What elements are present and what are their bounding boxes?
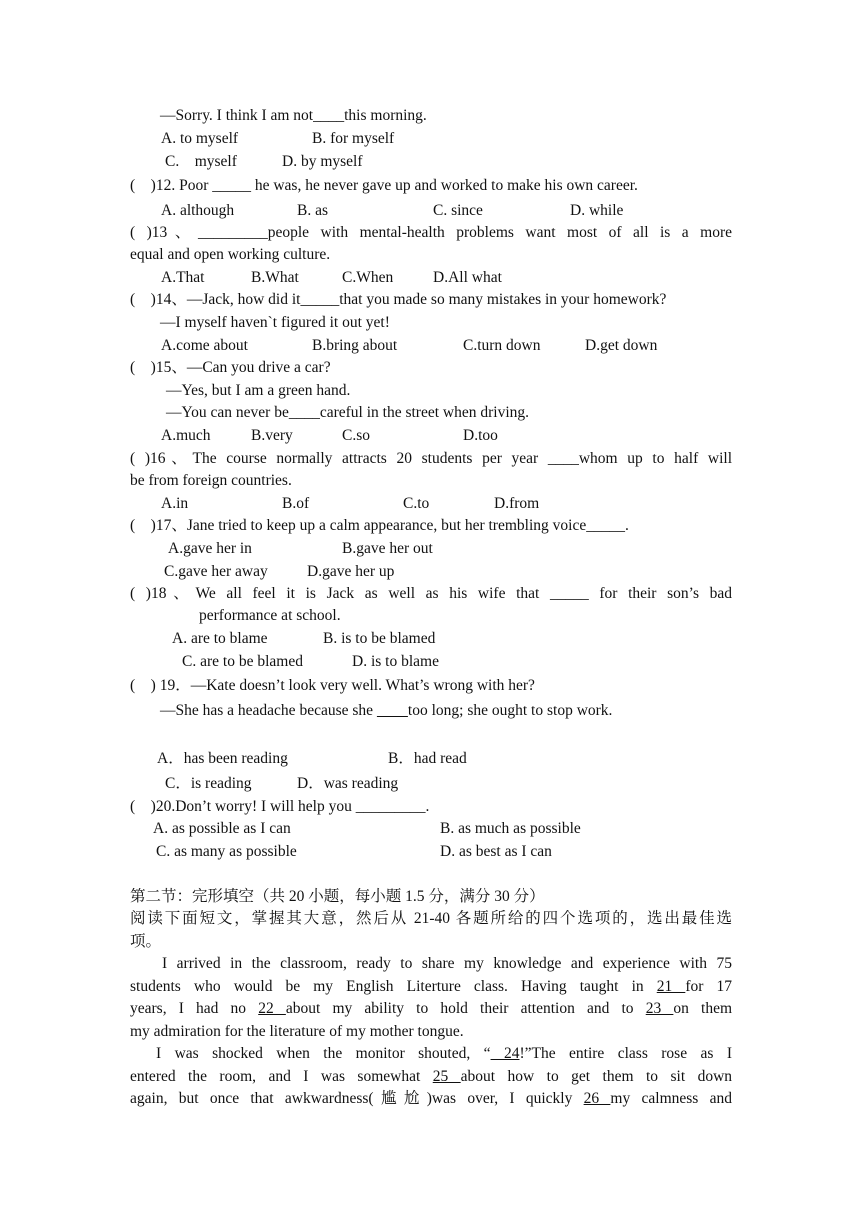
q18-stem-line1: ( )18、We all feel it is Jack as well as his wife that _____ for their son’s bad bbox=[130, 585, 732, 602]
q12-stem: ( )12. Poor _____ he was, he never gave up and worked to make his own career. bbox=[130, 177, 638, 194]
passage-p2-line2-post: about how to get them to sit down bbox=[460, 1068, 733, 1085]
passage-p1-line1: I arrived in the classroom, ready to share my knowledge and experience with 75 bbox=[162, 955, 732, 972]
q19-reply-pre: —She has a headache because she bbox=[160, 702, 377, 719]
passage-p1-line2 bbox=[130, 976, 732, 999]
q16-option-b: B.of bbox=[282, 495, 310, 512]
passage-p1-line3-pre: years, I had no bbox=[130, 1000, 259, 1017]
passage-p2-line2 bbox=[130, 1066, 732, 1089]
blank-26: 26 bbox=[583, 1090, 611, 1107]
q18-option-a: A. are to blame bbox=[172, 630, 268, 647]
q15-line3: —You can never be____careful in the street when driving. bbox=[166, 404, 530, 421]
q11-option-b: B. for myself bbox=[312, 130, 395, 147]
passage-p2-line3-post: my calmness and bbox=[610, 1090, 732, 1107]
blank-25: 25 bbox=[432, 1068, 461, 1085]
q11-option-d: D. by myself bbox=[282, 153, 363, 170]
q11-option-c: C. myself bbox=[165, 153, 237, 170]
q16-stem-line2: be from foreign countries. bbox=[130, 472, 292, 489]
q18-option-b: B. is to be blamed bbox=[323, 630, 436, 647]
q14-reply: —I myself haven`t figured it out yet! bbox=[160, 314, 390, 331]
q13-stem-line1: ( )13、_________people with mental-health problems want most of all is a more bbox=[130, 224, 732, 241]
q16-option-c: C.to bbox=[403, 495, 430, 512]
passage-p1-line2-pre: students who would be my English Literture class. Having taught in bbox=[130, 978, 657, 995]
q13-option-a: A.That bbox=[161, 269, 205, 286]
q15-option-b: B.very bbox=[251, 427, 293, 444]
q14-option-d: D.get down bbox=[585, 337, 658, 354]
q12-option-c: C. since bbox=[433, 202, 483, 219]
q20-option-c: C. as many as possible bbox=[156, 843, 297, 860]
q15-option-d: D.too bbox=[463, 427, 498, 444]
q19-stem: ( ) 19．—Kate doesn’t look very well. What’s wrong with her? bbox=[130, 677, 535, 694]
q13-option-d: D.All what bbox=[433, 269, 502, 286]
q14-stem: ( )14、—Jack, how did it_____that you made so many mistakes in your homework? bbox=[130, 291, 667, 308]
q13-stem-line2: equal and open working culture. bbox=[130, 246, 331, 263]
passage-p2-line3-pre: again, but once that awkwardness(尴尬)was over, I quickly bbox=[130, 1090, 584, 1107]
q19-reply-post: too long; she ought to stop work. bbox=[407, 702, 613, 719]
q14-option-c: C.turn down bbox=[463, 337, 541, 354]
q16-stem-line1: ( )16、The course normally attracts 20 students per year ____whom up to half will bbox=[130, 450, 732, 467]
q20-option-b: B. as much as possible bbox=[440, 820, 581, 837]
q19-answer-blank bbox=[377, 702, 408, 719]
q15-option-c: C.so bbox=[342, 427, 370, 444]
q17-option-a: A.gave her in bbox=[168, 540, 252, 557]
q18-stem-line2: performance at school. bbox=[199, 607, 341, 624]
passage-p1-line4: my admiration for the literature of my mother tongue. bbox=[130, 1023, 464, 1040]
passage-p1-line3 bbox=[130, 998, 732, 1021]
section2-heading: 第二节：完形填空（共 20 小题，每小题 1.5 分，满分 30 分） bbox=[130, 888, 545, 905]
section2-instructions-line1: 阅读下面短文，掌握其大意，然后从 21-40 各题所给的四个选项的，选出最佳选 bbox=[130, 910, 732, 927]
q17-option-b: B.gave her out bbox=[342, 540, 433, 557]
q17-option-d: D.gave her up bbox=[307, 563, 395, 580]
q15-line2: —Yes, but I am a green hand. bbox=[166, 382, 351, 399]
passage-p2-line2-pre: entered the room, and I was somewhat bbox=[130, 1068, 433, 1085]
q16-option-d: D.from bbox=[494, 495, 540, 512]
q17-stem: ( )17、Jane tried to keep up a calm appearance, but her trembling voice_____. bbox=[130, 517, 629, 534]
passage-p2-line1-post: !”The entire class rose as I bbox=[519, 1045, 733, 1062]
passage-p2-line1-pre: I was shocked when the monitor shouted, “ bbox=[156, 1045, 491, 1062]
passage-p1-line2-post: for 17 bbox=[685, 978, 732, 995]
q15-option-a: A.much bbox=[161, 427, 211, 444]
q11-reply: —Sorry. I think I am not____this morning. bbox=[160, 107, 427, 124]
q19-option-a: A．has been reading bbox=[157, 750, 288, 767]
q12-option-d: D. while bbox=[570, 202, 624, 219]
passage-p1-line3-post: on them bbox=[673, 1000, 733, 1017]
blank-22: 22 bbox=[258, 1000, 286, 1017]
q12-option-a: A. although bbox=[161, 202, 235, 219]
q19-option-c: C．is reading bbox=[165, 775, 252, 792]
blank-23: 23 bbox=[645, 1000, 674, 1017]
q14-option-a: A.come about bbox=[161, 337, 248, 354]
q18-option-d: D. is to blame bbox=[352, 653, 439, 670]
q18-option-c: C. are to be blamed bbox=[182, 653, 303, 670]
passage-p2-line3 bbox=[130, 1088, 732, 1111]
passage-p2-line1 bbox=[156, 1043, 732, 1066]
q19-option-b: B．had read bbox=[388, 750, 467, 767]
q12-option-b: B. as bbox=[297, 202, 328, 219]
q20-option-d: D. as best as I can bbox=[440, 843, 552, 860]
q15-stem: ( )15、—Can you drive a car? bbox=[130, 359, 331, 376]
q20-option-a: A. as possible as I can bbox=[153, 820, 291, 837]
q13-option-c: C.When bbox=[342, 269, 394, 286]
passage-p1-line3-mid: about my ability to hold their attention and to bbox=[285, 1000, 646, 1017]
q17-option-c: C.gave her away bbox=[164, 563, 268, 580]
q19-reply bbox=[160, 700, 612, 723]
q20-stem: ( )20.Don’t worry! I will help you _________. bbox=[130, 798, 430, 815]
section2-instructions-line2: 项。 bbox=[130, 933, 162, 950]
blank-24: 24 bbox=[490, 1045, 520, 1062]
q11-option-a: A. to myself bbox=[161, 130, 239, 147]
q16-option-a: A.in bbox=[161, 495, 189, 512]
q13-option-b: B.What bbox=[251, 269, 299, 286]
q14-option-b: B.bring about bbox=[312, 337, 398, 354]
blank-21: 21 bbox=[656, 978, 686, 995]
q19-option-d: D．was reading bbox=[297, 775, 399, 792]
